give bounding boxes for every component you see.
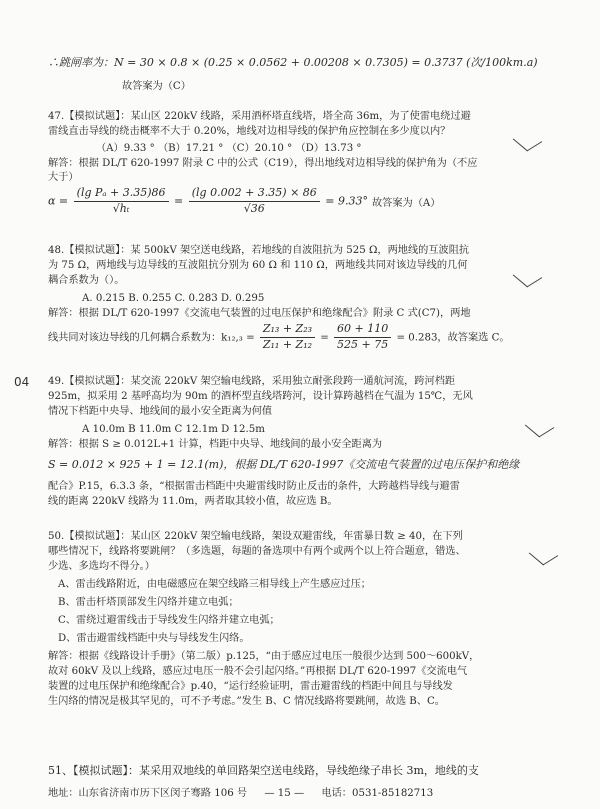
q47-line2: 雷线直击导线的绕击概率不大于 0.20%，地线对边相导线的保护角应控制在多少度以内？	[48, 126, 451, 137]
q47-solution-line1: 解答：根据 DL/T 620-1997 附录 C 中的公式（C19），得出地线对边相导线的保护角为（不应	[48, 158, 478, 169]
q50-line3: 少选、多选均不得分。）	[48, 561, 155, 572]
fraction-1-denominator: √hₜ	[112, 201, 130, 215]
coupling-fraction-a	[260, 322, 315, 353]
q50-solution-line4: 生闪络的情况是极其罕见的，可不予考虑。”发生 B、C 情况线路将要跳闸，故选 B、C。	[48, 696, 445, 707]
q49-title: 49.【模拟试题】：某交流 220kV 架空输电线路，采用独立耐张段跨一通航河流，跨河档距	[48, 376, 456, 387]
q50-option-d: D、雷击避雷线档距中央与导线发生闪络。	[58, 633, 250, 644]
q50-option-c: C、雷绕过避雷线击于导线发生闪络并建立电弧；	[58, 615, 280, 626]
q49-options: A 10.0m B 11.0m C 12.1m D 12.5m	[82, 424, 265, 435]
jump-rate-equation: ∴跳闸率为：N = 30 × 0.8 × (0.25 × 0.0562 + 0.00208 × 0.7305) = 0.3737 (次/100km.a)	[48, 56, 538, 69]
coupling-fraction-a-denominator: Z₁₁ + Z₁₂	[262, 337, 313, 351]
q50-solution-line1: 解答：根据《线路设计手册》（第二版）p.125，“由于感应过电压一般很少达到 500～600kV，	[48, 651, 480, 662]
q49-solution-line4: 线的距离 220kV 线路为 11.0m，两者取其较小值，故应选 B。	[48, 496, 338, 507]
q50-title: 50.【模拟试题】：某山区 220kV 架空输电线路，架设双避雷线，年雷暴日数 ≥ 40，在下列	[48, 531, 463, 542]
q48-formula-line: 线共同对该边导线的几何耦合系数为：k₁₂,₃ = $\frac{\text{Z₁₃ + Z₂₃}}{\text{Z₁₁ + Z₁₂}}$ = $\frac{60 + 110}{525 + 75}$ = 0.283，故答案选 C。	[48, 322, 510, 351]
footer-address: 地址：山东省济南市历下区闵子骞路 106 号	[48, 788, 248, 799]
q47-answer: 故答案为（A）	[372, 198, 441, 209]
fraction-2-denominator: √36	[243, 201, 265, 215]
q50-line2: 哪些情况下，线路将要跳闸？（多选题，每题的备选项中有两个或两个以上符合题意，错选、	[48, 546, 466, 557]
coupling-fraction-b-denominator: 525 + 75	[337, 337, 389, 351]
q49-solution-line3: 配合》P.15，6.3.3 条，“根据雷击档距中央避雷线时防止反击的条件，大跨越档导线与避雷	[48, 481, 460, 492]
q48-formula-prefix: 线共同对该边导线的几何耦合系数为：k₁₂,₃ =	[48, 332, 255, 344]
fraction-1	[74, 186, 169, 217]
q48-options: A. 0.215 B. 0.255 C. 0.283 D. 0.295	[82, 293, 265, 304]
coupling-fraction-b	[334, 322, 391, 353]
coupling-fraction-b-numerator: 60 + 110	[334, 322, 391, 338]
q47-title: 47.【模拟试题】：某山区 220kV 线路，采用酒杯塔直线塔，塔全高 36m，为了使雷电绕过避	[48, 111, 471, 122]
fraction-2-numerator: (lg 0.002 + 3.35) × 86	[189, 186, 320, 202]
q51-title: 51、【模拟试题】：某采用双地线的单回路架空送电线路，导线绝缘子串长 3m，地线的支	[48, 764, 479, 777]
q48-title: 48.【模拟试题】：某 500kV 架空送电线路，若地线的自波阻抗为 525 Ω，两地线的互波阻抗	[48, 245, 470, 256]
q48-line2: 为 75 Ω，两地线与边导线的互波阻抗分别为 60 Ω 和 110 Ω，两地线共同对该边导线的几何	[48, 260, 468, 271]
q50-solution-line3: 装置的过电压保护和绝缘配合》p.40，“运行经验证明，雷击避雷线的档距中间且与导线发	[48, 681, 453, 692]
fraction-1-numerator: (lg Pₐ + 3.35)86	[74, 186, 169, 202]
top-answer: 故答案为（C）	[122, 81, 191, 92]
formula-result: = 9.33°	[325, 194, 369, 208]
q49-line2: 925m，拟采用 2 基呼高均为 90m 的酒杯型直线塔跨河，设计算跨越档在气温为 15℃，无风	[48, 391, 473, 402]
page-number: — 15 —	[264, 788, 305, 799]
fraction-2	[189, 186, 320, 217]
q49-line3: 情况下档距中央导、地线间的最小安全距离为何值	[48, 406, 273, 417]
q50-solution-line2: 故对 60kV 及以上线路，感应过电压一般不会引起闪络。”再根据 DL/T 620-1997《交流电气	[48, 666, 468, 677]
q49-solution-line1: 解答：根据 S ≥ 0.012L+1 计算，档距中央导、地线间的最小安全距离为	[48, 439, 383, 450]
q47-solution-line2: 大于）	[48, 172, 79, 183]
q48-solution-line1: 解答：根据 DL/T 620-1997《交流电气装置的过电压保护和绝缘配合》附录 C 式(C7)，两地	[48, 308, 471, 319]
page-footer	[48, 787, 568, 801]
q50-option-b: B、雷击杆塔顶部发生闪络并建立电弧；	[58, 597, 239, 608]
q49-solution-line2: S = 0.012 × 925 + 1 = 12.1(m)，根据 DL/T 620-1997《交流电气装置的过电压保护和绝缘	[48, 458, 520, 471]
q48-line3: 耦合系数为（）。	[48, 275, 125, 286]
q47-options: （A）9.33 ° （B）17.21 ° （C）20.10 ° （D）13.73 °	[96, 143, 362, 154]
q48-formula-suffix: = 0.283，故答案选 C。	[396, 332, 510, 344]
formula-lhs: α =	[48, 194, 69, 208]
handwritten-mark: 04	[14, 375, 30, 389]
coupling-fraction-a-numerator: Z₁₃ + Z₂₃	[260, 322, 315, 338]
q50-option-a: A、雷击线路附近，由电磁感应在架空线路三相导线上产生感应过压；	[58, 579, 371, 590]
q47-formula: α = $\frac{\text{(lg Pₐ + 3.35)86}}{\text{√hₜ}}$ = $\frac{(\lg 0.002 + 3.35) \times 86}{√36}$ = 9.33°	[48, 186, 369, 215]
footer-phone: 电话：0531-85182713	[321, 788, 434, 799]
